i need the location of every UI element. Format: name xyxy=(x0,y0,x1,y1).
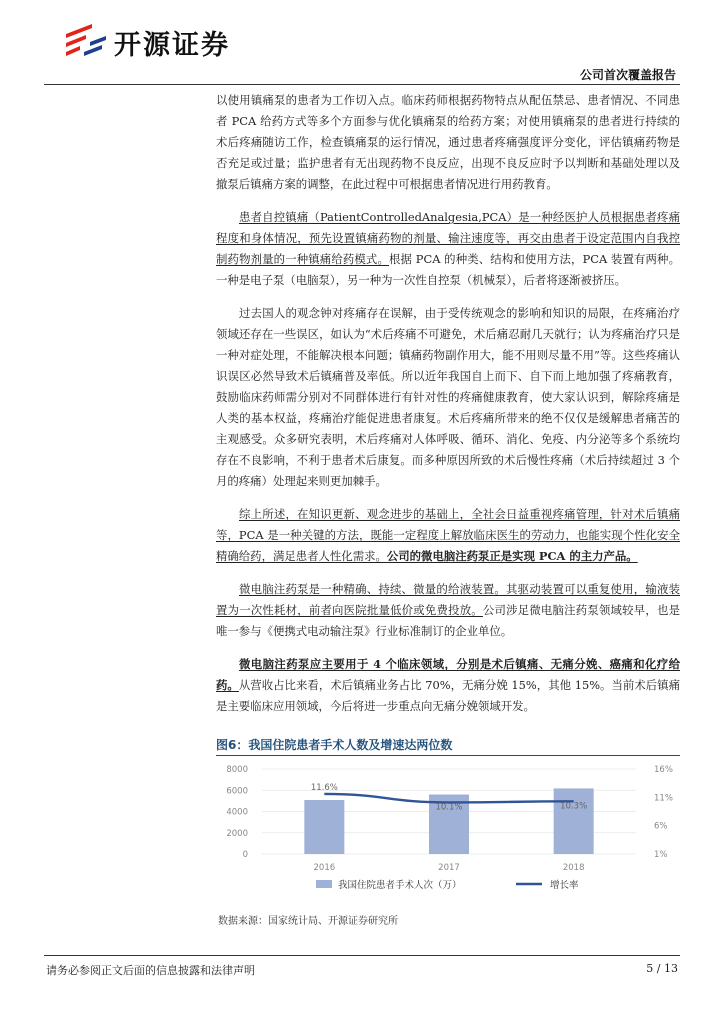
figure-title-divider xyxy=(216,755,680,756)
x-tick-label: 2018 xyxy=(562,863,585,873)
y-right-tick-label: 11% xyxy=(654,793,673,804)
paragraph-5-rest: 公司涉足微电脑注药泵领域较早，也是唯一参与《便携式电动输注泵》行业标准制订的企业单位。 xyxy=(216,603,680,638)
main-content xyxy=(216,90,680,729)
legend-line-label: 增长率 xyxy=(550,880,579,891)
y-right-tick-label: 6% xyxy=(654,821,668,832)
footer-divider xyxy=(44,955,680,956)
logo-text: 开源证券 xyxy=(114,29,230,61)
chart-legend xyxy=(316,879,579,891)
figure-source: 数据来源：国家统计局、开源证券研究所 xyxy=(218,916,398,927)
paragraph-5-underlined: 微电脑注药泵是一种精确、持续、微量的给液装置。其驱动装置可以重复使用，输液装置为一次性耗材，前者向医院批量低价或免费投放。 xyxy=(216,582,680,617)
growth-rate-label-2018: 10.3% xyxy=(560,801,588,812)
legend-bar-swatch xyxy=(316,880,332,888)
page-number: 5 / 13 xyxy=(646,962,678,975)
growth-rate-label-2016: 11.6% xyxy=(310,782,338,793)
y-left-tick-label: 2000 xyxy=(226,828,248,839)
logo-mark-icon xyxy=(62,22,108,62)
x-tick-label: 2016 xyxy=(313,863,336,873)
paragraph-2-rest: 根据 PCA 的种类、结构和使用方法，PCA 装置有两种。一种是电子泵（电脑泵），另一种为一次性自控泵（机械泵），后者将逐渐被挤压。 xyxy=(216,252,680,287)
figure-title: 图6：我国住院患者手术人数及增速达两位数 xyxy=(216,738,453,752)
paragraph-6-rest: 从营收占比来看，术后镇痛业务占比 70%，无痛分娩 15%，其他 15%。当前术后镇痛是主要临床应用领域，今后将进一步重点向无痛分娩领域开发。 xyxy=(216,678,680,713)
company-logo xyxy=(62,22,230,62)
y-axis-right xyxy=(654,765,673,860)
y-left-tick-label: 0 xyxy=(242,850,248,860)
paragraph-6 xyxy=(216,654,680,717)
surgery-chart xyxy=(216,760,680,908)
paragraph-4-underlined: 综上所述，在知识更新、观念进步的基础上，全社会日益重视疼痛管理，针对术后镇痛等，PCA 是一种关键的方法，既能一定程度上解放临床医生的劳动力，也能实现个性化安全精确给药，满足患者人性化需求。 xyxy=(216,507,680,563)
paragraph-2 xyxy=(216,207,680,291)
paragraph-6-bold: 微电脑注药泵应主要用于 4 个临床领域，分别是术后镇痛、无痛分娩、癌痛和化疗给药。 xyxy=(216,657,680,692)
footer-disclaimer: 请务必参阅正文后面的信息披露和法律声明 xyxy=(46,964,255,977)
bar-2018 xyxy=(554,788,594,854)
paragraph-1: 以使用镇痛泵的患者为工作切入点。临床药师根据药物特点从配伍禁忌、患者情况、不同患者 PCA 给药方式等多个方面参与优化镇痛泵的给药方案；对使用镇痛泵的患者进行持续的术后疼痛随访工作，检查镇痛泵的运行情况，通过患者疼痛强度评分变化，评估镇痛药物是否充足或过量；监护患者有无出现药物不良反应，出现不良反应时予以判断和基础处理以及撤泵后镇痛方案的调整，在此过程中可根据患者情况进行用药教育。 xyxy=(216,93,680,191)
x-tick-label: 2017 xyxy=(438,863,460,873)
bar-2016 xyxy=(304,800,344,854)
y-left-tick-label: 8000 xyxy=(226,765,248,775)
paragraph-3: 过去国人的观念钟对疼痛存在误解，由于受传统观念的影响和知识的局限，在疼痛治疗领域还存在一些误区，如认为“术后疼痛不可避免，术后痛忍耐几天就行；认为疼痛治疗只是一种对症处理，不能解决根本问题；镇痛药物副作用大，能不用则尽量不用”等。这些疼痛认识误区必然导致术后镇痛普及率低。所以近年我国自上而下、自下而上地加强了疼痛教育，鼓励临床药师需分别对不同群体进行有针对性的疼痛健康教育，使大家认识到，解除疼痛是人类的基本权益，疼痛治疗能促进患者康复。术后疼痛所带来的绝不仅仅是缓解患者痛苦的主观感受。众多研究表明，术后疼痛对人体呼吸、循环、消化、免疫、内分泌等多个系统均存在不良影响，不利于患者术后康复。而多种原因所致的术后慢性疼痛（术后持续超过 3 个月的疼痛）处理起来则更加棘手。 xyxy=(216,306,680,488)
report-type-label: 公司首次覆盖报告 xyxy=(579,68,676,82)
x-axis-labels xyxy=(314,863,585,873)
y-right-tick-label: 1% xyxy=(654,850,668,860)
legend-bar-label: 我国住院患者手术人次（万） xyxy=(338,880,462,891)
paragraph-4 xyxy=(216,504,680,567)
paragraph-5 xyxy=(216,579,680,642)
y-right-tick-label: 16% xyxy=(654,765,673,775)
page-header xyxy=(0,0,724,90)
header-divider xyxy=(44,84,680,85)
paragraph-4-bold: 公司的微电脑注药泵正是实现 PCA 的主力产品。 xyxy=(386,549,638,563)
y-left-tick-label: 6000 xyxy=(226,786,248,797)
bar-series xyxy=(304,788,593,854)
paragraph-2-underlined: 患者自控镇痛（PatientControlledAnalgesia,PCA）是一种经医护人员根据患者疼痛程度和身体情况，预先设置镇痛药物的剂量、输注速度等，再交由患者于设定范围内自我控制药物剂量的一种镇痛给药模式。 xyxy=(216,210,680,266)
y-axis-left xyxy=(226,765,248,860)
growth-rate-label-2017: 10.1% xyxy=(435,802,463,813)
y-left-tick-label: 4000 xyxy=(226,807,248,818)
